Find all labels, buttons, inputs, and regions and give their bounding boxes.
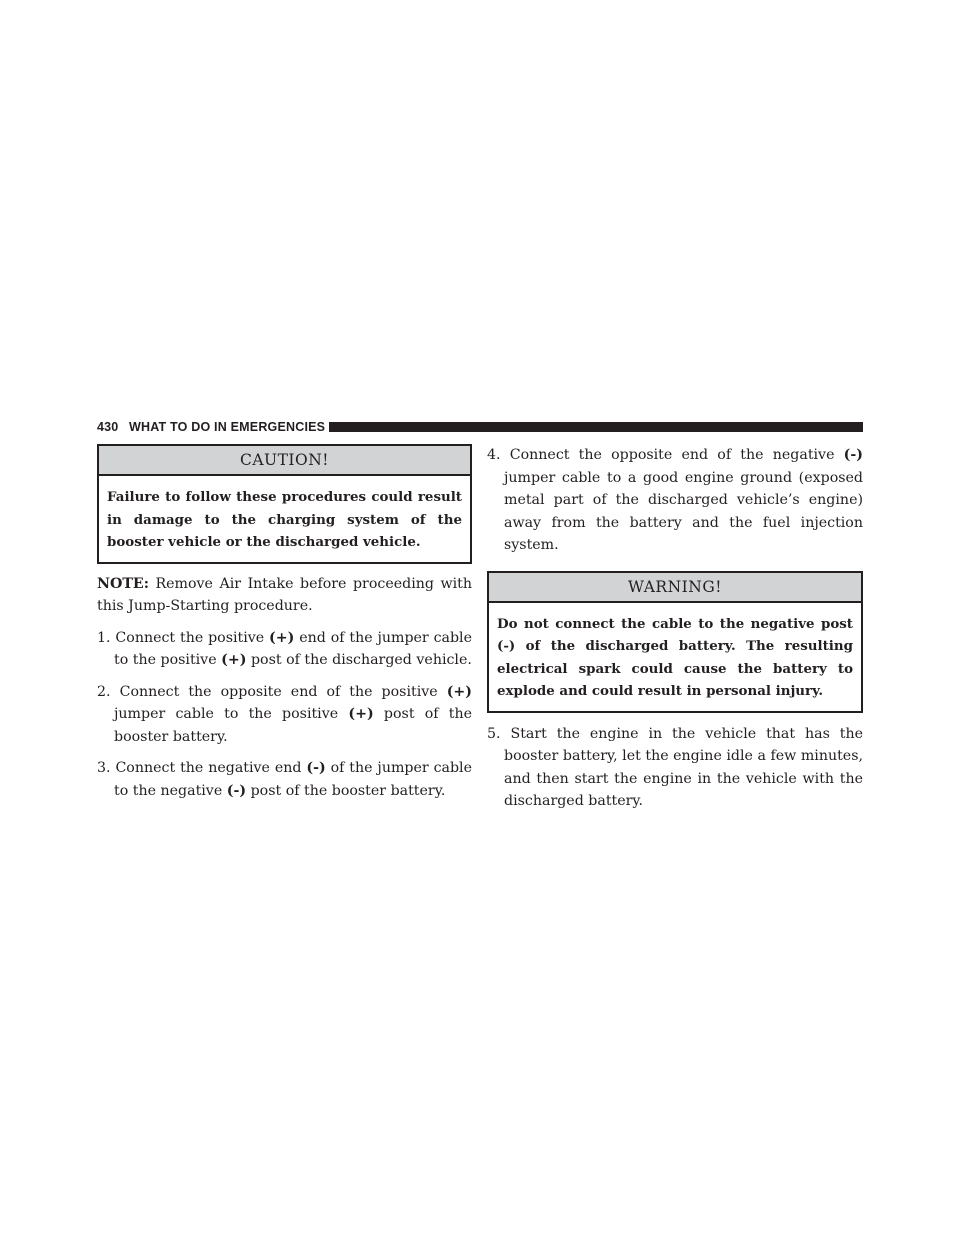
step-number: 2. [97,683,111,700]
step-5 [487,723,863,813]
polarity-symbol: (-) [306,760,326,776]
polarity-symbol: (+) [221,652,247,668]
polarity-symbol: (-) [843,447,863,463]
caution-body: Failure to follow these procedures could result in damage to the charging system of the booster vehicle or the discharged vehicle. [107,489,462,550]
step-text: Connect the negative end [115,760,307,776]
polarity-symbol: (-) [226,782,247,799]
step-text: jumper cable to a good engine ground (exposed metal part of the discharged vehicle’s engine) away from the battery and the fuel injection system. [504,469,863,553]
step-text: Start the engine in the vehicle that has the booster battery, let the engine idle a few minutes, and then start the engine in the vehicle with the discharged battery. [504,725,863,809]
right-column [487,444,863,813]
warning-body: Do not connect the cable to the negative post (-) of the discharged battery. The resulting electrical spark could cause the battery to explode and could result in personal injury. [497,615,853,699]
header-rule [329,422,863,432]
caution-box [97,444,472,564]
step-number: 5. [487,725,501,742]
step-text: Connect the opposite end of the positive [119,683,447,700]
step-text: post of the booster battery. [114,706,472,745]
section-title: WHAT TO DO IN EMERGENCIES [129,420,326,434]
step-number: 3. [97,760,111,776]
caution-title: CAUTION! [99,446,470,476]
step-text: post of the discharged vehicle. [246,652,472,668]
steps-list-left [97,627,472,803]
polarity-symbol: (+) [348,706,374,722]
step-text: post of the booster battery. [246,782,446,799]
step-3 [97,757,472,802]
polarity-symbol: (+) [446,683,473,700]
note-text: Remove Air Intake before proceeding with this Jump-Starting procedure. [97,575,472,614]
note-paragraph [97,573,472,618]
step-number: 4. [487,447,501,463]
step-text: of the jumper cable to the negative [114,760,472,799]
step-text: Connect the opposite end of the negative [509,447,844,463]
step-text: end of the jumper cable to the positive [114,629,472,668]
step-4 [487,444,863,557]
step-number: 1. [97,629,111,646]
left-column [97,444,472,802]
page-header [97,418,863,436]
warning-title: WARNING! [489,573,861,603]
step-text: jumper cable to the positive [114,706,349,722]
polarity-symbol: (+) [269,629,295,646]
step-text: Connect the positive [115,629,270,646]
note-label: NOTE: [97,575,149,592]
warning-box [487,571,863,713]
step-1 [97,627,472,672]
page-number: 430 [97,420,119,434]
step-2 [97,681,472,749]
